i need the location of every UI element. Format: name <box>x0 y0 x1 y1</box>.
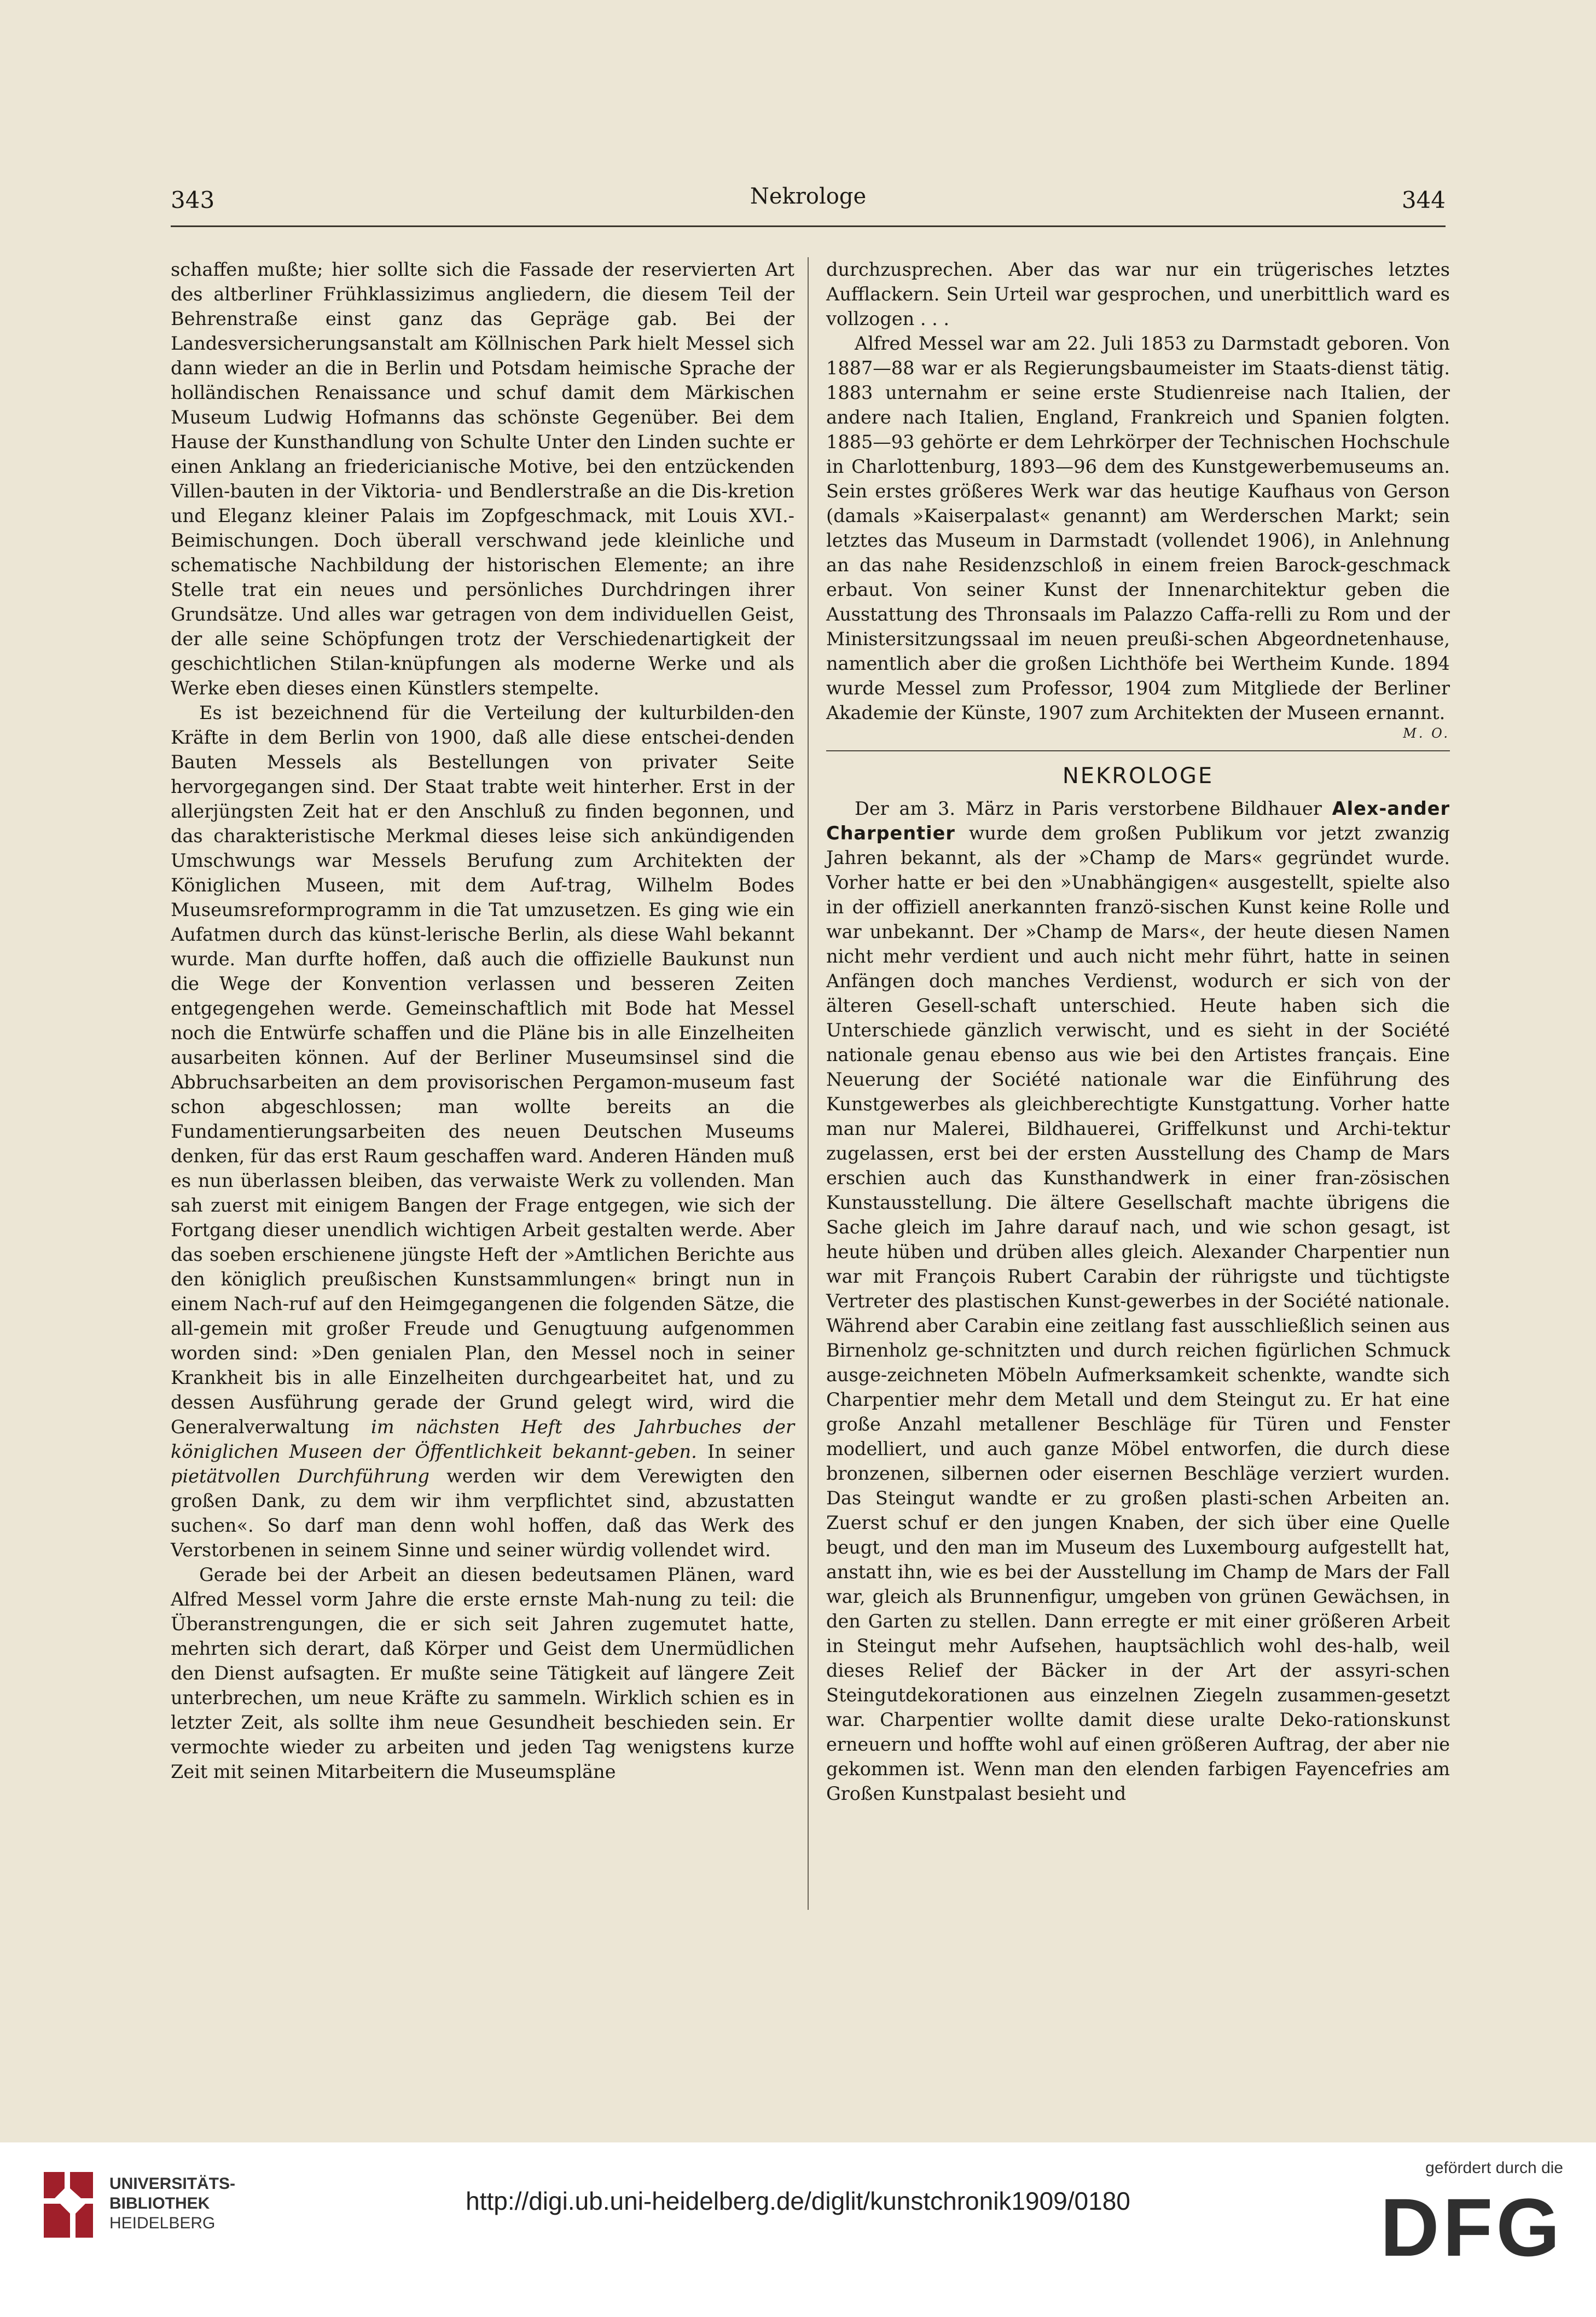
person-name: Alex-ander Charpentier <box>826 798 1450 844</box>
paragraph: schaffen mußte; hier sollte sich die Fassade der reservierten Art des altberliner Frühklassizimus angliedern, die diesem Teil der Behrenstraße einst ganz das Gepräge gab. Bei der Landesversicherungsanstalt am Köllnischen Park hielt Messel sich dann wieder an die in Berlin und Potsdam heimische Sprache der holländischen Renaissance und schuf damit dem Märkischen Museum Ludwig Hofmanns das schönste Gegenüber. Bei dem Hause der Kunsthandlung von Schulte Unter den Linden suchte er einen Anklang an friedericianische Motive, bei den entzückenden Villen-bauten in der Viktoria- und Bendlerstraße an die Dis-kretion und Eleganz kleiner Palais im Zopfgeschmack, mit Louis XVI.-Beimischungen. Doch überall verschwand jede kleinliche und schematische Nachbildung der historischen Elemente; an ihre Stelle trat ein neues und persönliches Durchdringen ihrer Grundsätze. Und alles war getragen von dem individuellen Geist, der alle seine Schöpfungen trotz der Verschiedenartigkeit der geschichtlichen Stilan-knüpfungen als moderne Werke und als Werke eben dieses einen Künstlers stempelte. <box>171 259 794 699</box>
library-name-line: UNIVERSITÄTS- <box>109 2175 236 2193</box>
running-header <box>171 174 1446 223</box>
right-column <box>826 257 1450 1804</box>
header-rule <box>171 225 1446 227</box>
page-number-right: 344 <box>1401 187 1446 213</box>
paragraph: Alfred Messel war am 22. Juli 1853 zu Darmstadt geboren. Von 1887—88 war er als Regierungsbaumeister im Staats-dienst tätig. 1883 unternahm er seine erste Studienreise nach Italien, der andere nach Italien, England, Frankreich und Spanien folgten. 1885—93 gehörte er dem Lehrkörper der Technischen Hochschule in Charlottenburg, 1893—96 dem des Kunstgewerbemuseums an. Sein erstes größeres Werk war das heutige Kaufhaus von Gerson (damals »Kaiserpalast« genannt) am Werderschen Markt; sein letztes das Museum in Darmstadt (vollendet 1906), in Anlehnung an das nahe Residenzschloß in einem freien Barock-geschmack erbaut. Von seiner Kunst der Innenarchitektur geben die Ausstattung des Thronsaals im Palazzo Caffa-relli zu Rom und der Ministersitzungssaal im neuen preußi-schen Abgeordnetenhause, namentlich aber die großen Lichthöfe bei Wertheim Kunde. 1894 wurde Messel zum Professor, 1904 zum Mitgliede der Berliner Akademie der Künste, 1907 zum Architekten der Museen ernannt. <box>826 333 1450 723</box>
column-divider <box>808 257 809 1910</box>
paragraph: Gerade bei der Arbeit an diesen bedeutsamen Plänen, ward Alfred Messel vorm Jahre die erste ernste Mah-nung zu teil: die Überanstrengungen, die er sich seit Jahren zugemutet hatte, mehrten sich derart, daß Körper und Geist dem Unermüdlichen den Dienst aufsagten. Er mußte seine Tätigkeit auf längere Zeit unterbrechen, um neue Kräfte zu sammeln. Wirklich schien es in letzter Zeit, als sollte ihm neue Gesundheit beschieden sein. Er vermochte wieder zu arbeiten und jeden Tag wenigstens kurze Zeit mit seinen Mitarbeitern die Museumspläne <box>171 1564 794 1782</box>
left-column <box>171 257 794 1782</box>
running-title: Nekrologe <box>750 184 867 209</box>
permalink-url[interactable]: http://digi.ub.uni-heidelberg.de/diglit/kunstchronik1909/0180 <box>466 2187 1130 2215</box>
funding-note: gefördert durch die <box>1425 2159 1563 2177</box>
paragraph-text: wurde dem großen Publikum vor jetzt zwanzig Jahren bekannt, als der »Champ de Mars« gegründet wurde. Vorher hatte er bei den »Unabhängigen« ausgestellt, spielte also in der offiziell anerkannten franzö-sischen Kunst keine Rolle und war unbekannt. Der »Champ de Mars«, der heute diesen Namen nicht mehr verdient und auch nicht mehr führt, hatte in seinen Anfängen doch manches Verdienst, wodurch er sich von der älteren Gesell-schaft unterschied. Heute haben sich die Unterschiede gänzlich verwischt, und es sieht in der Société nationale genau ebenso aus wie bei den Artistes français. Eine Neuerung der Société nationale war die Einführung des Kunstgewerbes als gleichberechtigte Kunstgattung. Vorher hatte man nur Malerei, Bildhauerei, Griffelkunst und Archi-tektur zugelassen, erst bei der ersten Ausstellung des Champ de Mars erschien auch das Kunsthandwerk in einer fran-zösischen Kunstausstellung. Die ältere Gesellschaft machte übrigens die Sache gleich im Jahre darauf nach, und wie schon gesagt, ist heute hüben und drüben alles gleich. Alexander Charpentier nun war mit François Rubert Carabin der rührigste und tüchtigste Vertreter des plastischen Kunst-gewerbes in der Société nationale. Während aber Carabin eine zeitlang fast ausschließlich seinen aus Birnenholz ge-schnitzten und durch reichen figürlichen Schmuck ausge-zeichneten Möbeln Aufmerksamkeit schenkte, wandte sich Charpentier mehr dem Metall und dem Steingut zu. Er hat eine große Anzahl metallener Beschläge für Türen und Fenster modelliert, und auch ganze Möbel entworfen, die durch diese bronzenen, silbernen oder eisernen Beschläge verziert wurden. Das Steingut wandte er zu großen plasti-schen Arbeiten an. Zuerst schuf er den jungen Knaben, der sich über eine Quelle beugt, und den man im Museum des Luxembourg aufgestellt hat, anstatt ihn, wie es bei der Ausstellung im Champ de Mars der Fall war, gleich als Brunnenfigur, umgeben von grünen Gewächsen, in den Garten zu stellen. Dann erregte er mit einer größeren Arbeit in Steingut mehr Aufsehen, hauptsächlich wohl des-halb, weil dieses Relief der Bäcker in der Art der assyri-schen Steingutdekorationen aus einzelnen Ziegeln zusammen-gesetzt war. Charpentier wollte damit diese uralte Deko-rationskunst erneuern und hoffte wohl auf einen größeren Auftrag, der aber nie gekommen ist. Wenn man den elenden farbigen Fayencefries am Großen Kunstpalast besieht und <box>826 822 1450 1804</box>
paragraph-text: Es ist bezeichnend für die Verteilung der kulturbilden-den Kräfte in dem Berlin von 1900, daß alle diese entschei-denden Bauten Messels als Bestellungen von privater Seite hervorgegangen sind. Der Staat trabte weit hinterher. Erst in der allerjüngsten Zeit hat er den Anschluß zu finden begonnen, und das charakteristische Merkmal dieses leise sich ankündigenden Umschwungs war Messels Berufung zum Architekten der Königlichen Museen, mit dem Auf-trag, Wilhelm Bodes Museumsreformprogramm in die Tat umzusetzen. Es ging wie ein Aufatmen durch das künst-lerische Berlin, als diese Wahl bekannt wurde. Man durfte hoffen, daß auch die offizielle Baukunst nun die Wege der Konvention verlassen und besseren Zeiten entgegengehen werde. Gemeinschaftlich mit Bode hat Messel noch die Entwürfe schaffen und die Pläne bis in alle Einzelheiten ausarbeiten können. Auf der Berliner Museumsinsel sind die Abbruchsarbeiten an dem provisorischen Pergamon-museum fast schon abgeschlossen; man wollte bereits an die Fundamentierungsarbeiten des neuen Deutschen Museums denken, für das erst Raum geschaffen ward. Anderen Händen muß es nun überlassen bleiben, das verwaiste Werk zu vollenden. Man sah zuerst mit einigem Bangen der Frage entgegen, wie sich der Fortgang dieser unendlich wichtigen Arbeit gestalten werde. Aber das soeben erschienene jüngste Heft der »Amtlichen Berichte aus den königlich preußischen Kunstsammlungen« bringt nun in einem Nach-ruf auf den Heimgegangenen die folgenden Sätze, die all-gemein mit großer Freude und Genugtuung aufgenommen worden sind: »Den genialen Plan, den Messel noch in seiner Krankheit bis in alle Einzelheiten durchgearbeitet hat, und zu dessen Ausführung gerade der Grund gelegt wird, wird die Generalverwaltung <box>171 702 794 1438</box>
paragraph-text: Der am 3. März in Paris verstorbene Bildhauer <box>855 798 1322 819</box>
paragraph <box>171 700 794 1562</box>
paragraph-text: werden wir dem Verewigten den großen Dank, zu dem wir ihm verpflichtet sind, abzustatten suchen«. So darf man denn wohl hoffen, daß das Werk des Verstorbenen in seinem Sinne und seiner würdig vollendet wird. <box>171 1465 794 1561</box>
dfg-logo: DFG <box>1380 2181 1563 2273</box>
paragraph-text: In seiner <box>707 1441 794 1462</box>
paragraph: durchzusprechen. Aber das war nur ein trügerisches letztes Aufflackern. Sein Urteil war gesprochen, und unerbittlich ward es vollzogen . . . <box>826 259 1450 329</box>
italic-text: im nächsten Heft des Jahrbuches der königlichen Museen der Öffentlichkeit bekannt-geben. <box>171 1416 794 1462</box>
italic-text: pietätvollen Durchführung <box>171 1465 430 1487</box>
paragraph <box>826 796 1450 1806</box>
section-heading: NEKROLOGE <box>1062 763 1214 789</box>
library-name-line: BIBLIOTHEK <box>109 2194 210 2212</box>
section-rule <box>826 750 1450 751</box>
library-name-line: HEIDELBERG <box>109 2214 216 2232</box>
author-signature: M. O. <box>1403 726 1450 741</box>
digitization-footer <box>0 2142 1596 2317</box>
page-number-left: 343 <box>171 187 215 213</box>
